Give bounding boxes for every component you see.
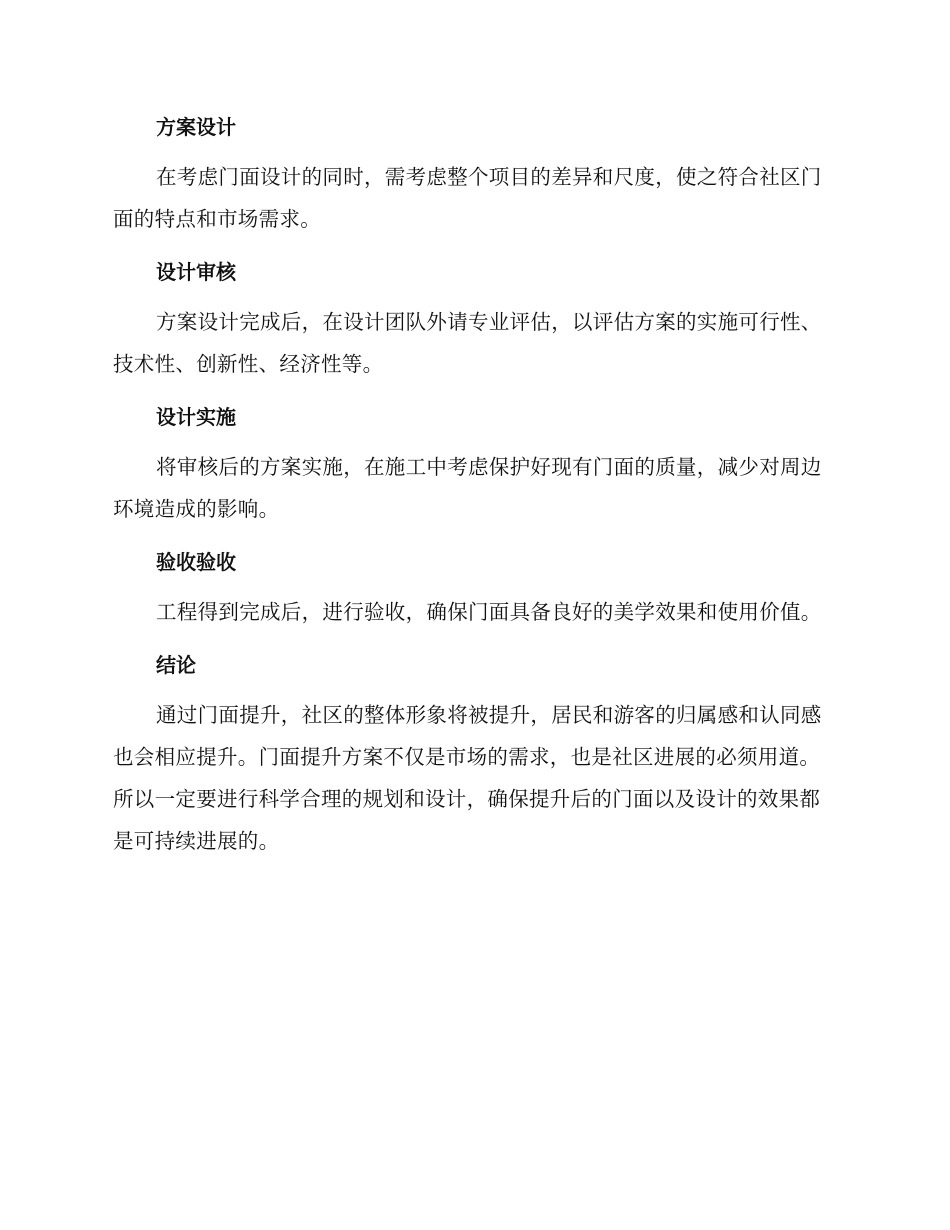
section-design-review bbox=[113, 253, 833, 385]
section-paragraph: 方案设计完成后，在设计团队外请专业评估，以评估方案的实施可行性、技术性、创新性、经济性等。 bbox=[113, 310, 822, 376]
section-paragraph: 工程得到完成后，进行验收，确保门面具备良好的美学效果和使用价值。 bbox=[156, 600, 822, 624]
document-body bbox=[113, 108, 833, 875]
section-heading: 方案设计 bbox=[156, 115, 236, 139]
section-design-implementation bbox=[113, 398, 833, 530]
section-paragraph: 在考虑门面设计的同时，需考虑整个项目的差异和尺度，使之符合社区门面的特点和市场需求。 bbox=[113, 165, 822, 231]
section-heading: 设计审核 bbox=[156, 260, 236, 284]
section-paragraph: 通过门面提升，社区的整体形象将被提升，居民和游客的归属感和认同感也会相应提升。门面提升方案不仅是市场的需求，也是社区进展的必须用道。所以一定要进行科学合理的规划和设计，确保提升后的门面以及设计的效果都是可持续进展的。 bbox=[113, 703, 822, 853]
section-plan-design bbox=[113, 108, 833, 240]
section-conclusion bbox=[113, 646, 833, 862]
section-paragraph: 将审核后的方案实施，在施工中考虑保护好现有门面的质量，减少对周边环境造成的影响。 bbox=[113, 455, 822, 521]
section-heading: 设计实施 bbox=[156, 405, 236, 429]
section-heading: 验收验收 bbox=[156, 550, 236, 574]
section-heading: 结论 bbox=[156, 653, 196, 677]
section-acceptance bbox=[113, 543, 833, 633]
